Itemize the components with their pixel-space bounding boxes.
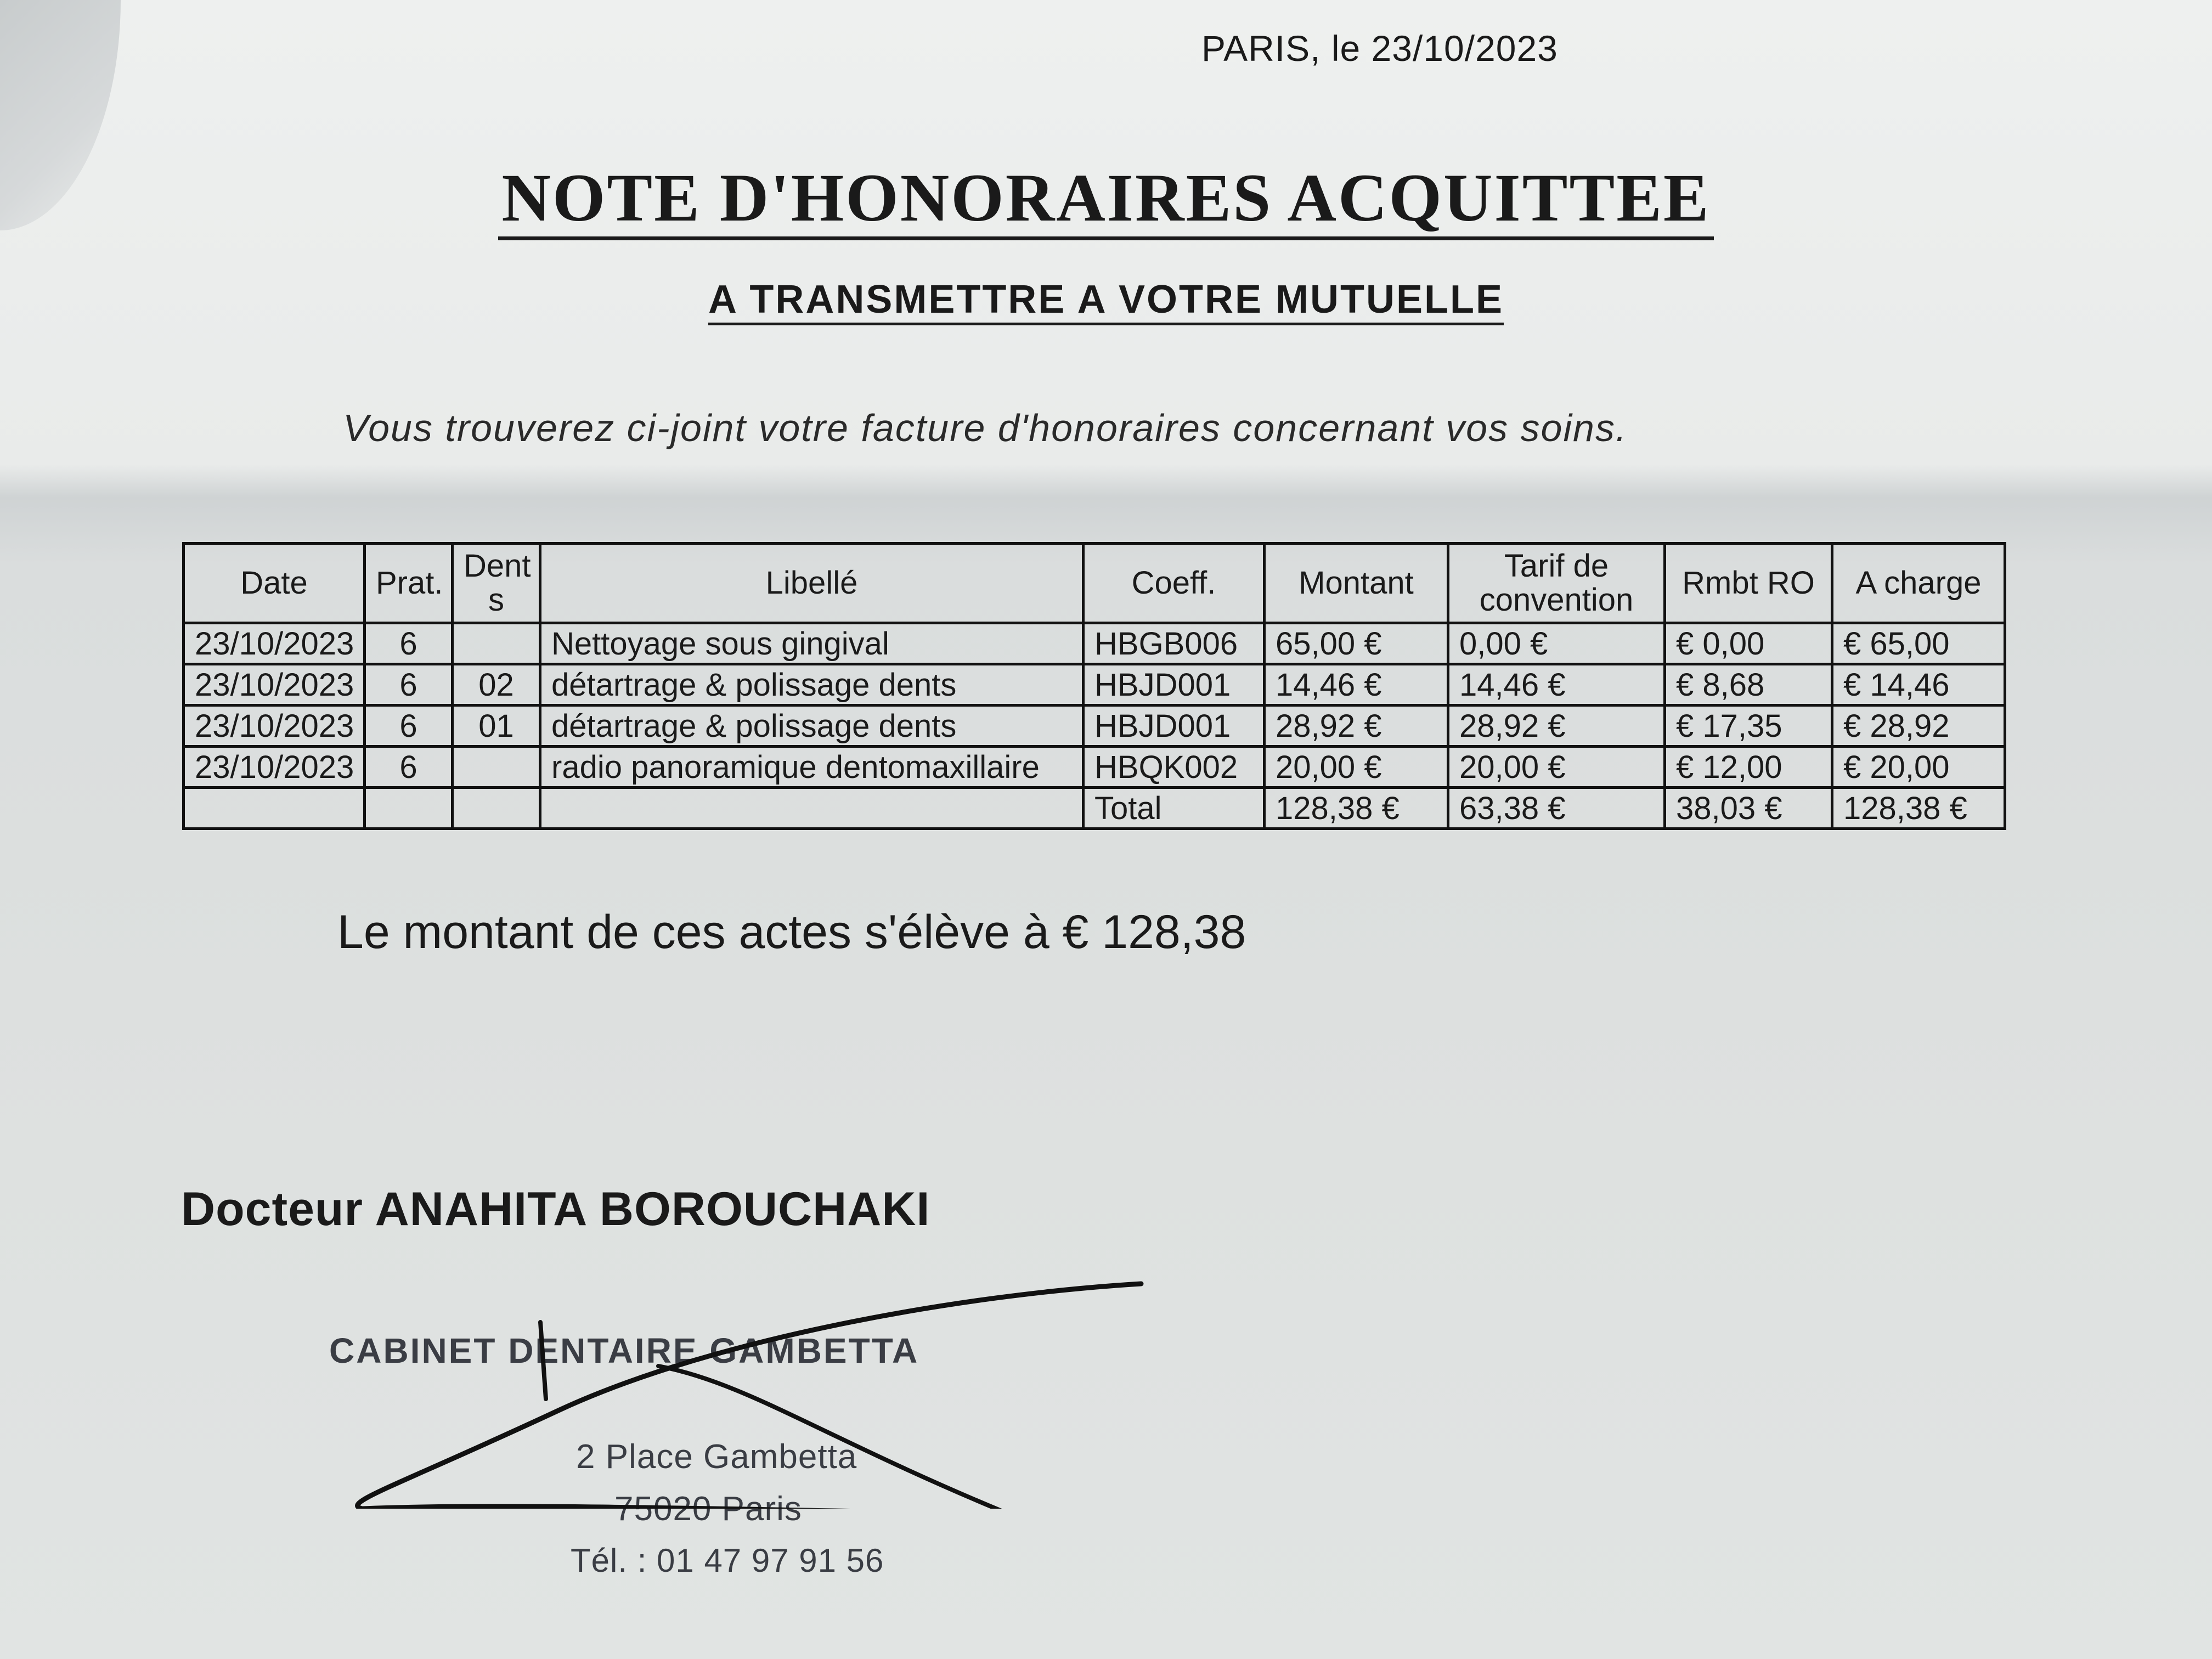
header-dents: Dent s	[453, 544, 540, 623]
place-date: PARIS, le 23/10/2023	[1201, 28, 1558, 69]
cell-dents	[453, 623, 540, 664]
total-rmbt: 38,03 €	[1665, 788, 1832, 829]
stamp-phone: Tél. : 01 47 97 91 56	[571, 1542, 884, 1579]
total-tarif: 63,38 €	[1448, 788, 1665, 829]
document-title	[0, 159, 2212, 237]
stamp-cabinet-name: CABINET DENTAIRE GAMBETTA	[329, 1331, 919, 1370]
cell-date: 23/10/2023	[184, 623, 365, 664]
stamp-address: 2 Place Gambetta	[576, 1438, 857, 1476]
cell-coeff: HBGB006	[1084, 623, 1265, 664]
cell-libelle: Nettoyage sous gingival	[540, 623, 1084, 664]
document-subtitle	[0, 277, 2212, 322]
cell-tarif: 0,00 €	[1448, 623, 1665, 664]
table-row	[184, 747, 2005, 788]
cell-empty	[453, 788, 540, 829]
cell-montant: 28,92 €	[1265, 706, 1448, 747]
document-subtitle-text: A TRANSMETTRE A VOTRE MUTUELLE	[708, 278, 1504, 325]
cell-tarif: 20,00 €	[1448, 747, 1665, 788]
table-row	[184, 706, 2005, 747]
cell-rmbt: € 17,35	[1665, 706, 1832, 747]
fees-table	[182, 542, 2006, 830]
cell-empty	[540, 788, 1084, 829]
table-header-row	[184, 544, 2005, 623]
document-title-text: NOTE D'HONORAIRES ACQUITTEE	[498, 160, 1713, 240]
cell-dents	[453, 747, 540, 788]
cell-charge: € 28,92	[1832, 706, 2005, 747]
cell-charge: € 65,00	[1832, 623, 2005, 664]
intro-text: Vous trouverez ci-joint votre facture d'honoraires concernant vos soins.	[343, 407, 1628, 449]
header-tarif: Tarif de convention	[1448, 544, 1665, 623]
cell-prat: 6	[365, 623, 453, 664]
cell-rmbt: € 0,00	[1665, 623, 1832, 664]
table-row	[184, 623, 2005, 664]
table-total-row	[184, 788, 2005, 829]
cell-date: 23/10/2023	[184, 664, 365, 706]
cell-dents: 01	[453, 706, 540, 747]
total-label: Total	[1084, 788, 1265, 829]
cell-coeff: HBQK002	[1084, 747, 1265, 788]
header-coeff: Coeff.	[1084, 544, 1265, 623]
cell-prat: 6	[365, 706, 453, 747]
header-libelle: Libellé	[540, 544, 1084, 623]
cell-prat: 6	[365, 664, 453, 706]
stamp-city: 75020 Paris	[614, 1490, 802, 1528]
cell-tarif: 14,46 €	[1448, 664, 1665, 706]
cell-libelle: radio panoramique dentomaxillaire	[540, 747, 1084, 788]
amount-summary: Le montant de ces actes s'élève à € 128,38	[337, 906, 1246, 958]
cell-tarif: 28,92 €	[1448, 706, 1665, 747]
total-montant: 128,38 €	[1265, 788, 1448, 829]
table-row	[184, 664, 2005, 706]
header-charge: A charge	[1832, 544, 2005, 623]
total-charge: 128,38 €	[1832, 788, 2005, 829]
cell-date: 23/10/2023	[184, 706, 365, 747]
cell-rmbt: € 8,68	[1665, 664, 1832, 706]
cell-montant: 65,00 €	[1265, 623, 1448, 664]
header-date: Date	[184, 544, 365, 623]
cell-empty	[365, 788, 453, 829]
cell-montant: 14,46 €	[1265, 664, 1448, 706]
cell-coeff: HBJD001	[1084, 664, 1265, 706]
header-rmbt: Rmbt RO	[1665, 544, 1832, 623]
cell-libelle: détartrage & polissage dents	[540, 706, 1084, 747]
cell-coeff: HBJD001	[1084, 706, 1265, 747]
doctor-name: Docteur ANAHITA BOROUCHAKI	[181, 1183, 930, 1235]
header-prat: Prat.	[365, 544, 453, 623]
cell-empty	[184, 788, 365, 829]
cell-dents: 02	[453, 664, 540, 706]
cell-charge: € 14,46	[1832, 664, 2005, 706]
header-montant: Montant	[1265, 544, 1448, 623]
handwritten-signature	[329, 1273, 1152, 1509]
cell-prat: 6	[365, 747, 453, 788]
cell-rmbt: € 12,00	[1665, 747, 1832, 788]
cell-libelle: détartrage & polissage dents	[540, 664, 1084, 706]
cell-date: 23/10/2023	[184, 747, 365, 788]
cell-montant: 20,00 €	[1265, 747, 1448, 788]
cell-charge: € 20,00	[1832, 747, 2005, 788]
